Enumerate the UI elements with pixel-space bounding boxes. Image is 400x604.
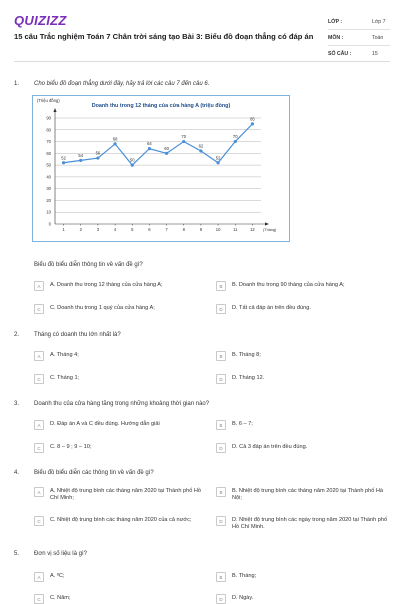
- meta-value: Lớp 7: [372, 18, 386, 25]
- data-point: [96, 156, 99, 159]
- x-tick-label: 5: [131, 227, 134, 232]
- x-tick-label: 3: [96, 227, 100, 232]
- meta-row-subject: [328, 30, 390, 46]
- data-point: [234, 140, 237, 143]
- option-letter: A: [34, 351, 44, 361]
- option-text: C. Nhiệt độ trung bình các tháng năm 2020 của cả nước;: [50, 517, 192, 523]
- question-text: Doanh thu của cửa hàng tăng trong những khoảng thời gian nào?: [34, 401, 210, 407]
- answer-option-b[interactable]: [216, 352, 261, 361]
- answer-option-c[interactable]: [34, 305, 155, 314]
- option-text: D. Tháng 12.: [232, 375, 265, 381]
- y-axis-label: (Triệu đồng): [37, 98, 60, 103]
- x-tick-label: 6: [148, 227, 151, 232]
- question-text: Biểu đồ biểu diễn thông tin về vấn đề gì?: [34, 262, 143, 268]
- data-label: 64: [147, 141, 152, 147]
- x-axis-label: (Tháng): [263, 228, 277, 232]
- option-text: C. Tháng 1;: [50, 375, 80, 381]
- option-letter: D: [216, 304, 226, 314]
- option-text: D. Ngày.: [232, 595, 254, 601]
- option-text: B. 6 – 7;: [232, 421, 253, 427]
- question-text: Tháng có doanh thu lớn nhất là?: [34, 332, 121, 338]
- answer-option-b[interactable]: [216, 488, 388, 502]
- option-letter: D: [216, 443, 226, 453]
- data-point: [113, 142, 116, 145]
- y-axis-arrow: [53, 108, 56, 112]
- question-text: Cho biểu đồ đoạn thẳng dưới đây, hãy trả lời các câu 7 đến câu 6.: [34, 81, 210, 87]
- option-text: B. Doanh thu trong 90 tháng của cửa hàng A;: [232, 282, 345, 288]
- option-text: A. Tháng 4;: [50, 352, 79, 358]
- option-text: C. Năm;: [50, 595, 71, 601]
- x-tick-label: 4: [113, 227, 117, 232]
- option-letter: C: [34, 516, 44, 526]
- answer-option-c[interactable]: [34, 444, 91, 453]
- option-letter: A: [34, 420, 44, 430]
- data-label: 68: [112, 136, 118, 142]
- answer-option-a[interactable]: [34, 573, 64, 582]
- option-text: D. Tất cả đáp án trên đều đúng.: [232, 305, 311, 311]
- answer-option-d[interactable]: [216, 444, 307, 453]
- question-number: 3.: [14, 401, 20, 407]
- meta-value: 15: [372, 50, 378, 57]
- meta-panel: [328, 14, 390, 62]
- y-tick-label: 30: [46, 186, 51, 192]
- option-text: A. Doanh thu trong 12 tháng của cửa hàng A;: [50, 282, 163, 288]
- data-point: [251, 122, 254, 125]
- option-letter: B: [216, 572, 226, 582]
- chart-title: Doanh thu trong 12 tháng của cửa hàng A (triệu đồng): [91, 103, 231, 109]
- y-tick-label: 80: [46, 127, 51, 133]
- option-text: B. Nhiệt độ trung bình các tháng năm 2020 tại Thành phố Hà Nội;: [232, 488, 384, 501]
- option-text: C. 8 – 9 ; 9 – 10;: [50, 444, 92, 450]
- question-number: 1.: [14, 81, 20, 87]
- y-tick-label: 70: [46, 139, 51, 145]
- x-tick-label: 2: [79, 227, 82, 232]
- option-letter: C: [34, 443, 44, 453]
- series-line: [64, 124, 253, 165]
- data-label: 52: [61, 155, 66, 161]
- data-point: [79, 159, 82, 162]
- data-label: 70: [232, 134, 238, 140]
- meta-row-count: [328, 46, 390, 62]
- question-number: 2.: [14, 332, 20, 338]
- option-text: D. Đáp án A và C đều đúng. Hướng dẫn giải: [50, 421, 160, 427]
- option-letter: A: [34, 281, 44, 291]
- x-tick-label: 10: [215, 227, 221, 232]
- y-tick-label: 40: [46, 174, 51, 180]
- y-tick-label: 60: [46, 150, 51, 156]
- answer-option-b[interactable]: [216, 421, 253, 430]
- meta-label: SỐ CÂU :: [328, 50, 352, 57]
- question-text: Biểu đồ biểu diễn các thông tin về vấn đề gì?: [34, 470, 154, 476]
- option-letter: C: [34, 304, 44, 314]
- meta-label: LỚP :: [328, 18, 343, 25]
- y-tick-label: 90: [46, 115, 51, 121]
- option-letter: A: [34, 487, 44, 497]
- option-text: D. Cả 3 đáp án trên đều đúng.: [232, 444, 308, 450]
- option-letter: B: [216, 487, 226, 497]
- line-chart: [32, 95, 290, 242]
- y-tick-label: 20: [46, 197, 51, 203]
- data-label: 60: [164, 145, 169, 151]
- answer-option-b[interactable]: [216, 282, 345, 291]
- brand-logo[interactable]: QUIZIZZ: [14, 13, 67, 28]
- option-text: B. Tháng;: [232, 573, 257, 579]
- data-label: 85: [250, 116, 255, 122]
- answer-option-d[interactable]: [216, 517, 392, 531]
- page-title: 15 câu Trắc nghiệm Toán 7 Chân trời sáng tạo Bài 3: Biểu đồ đoạn thẳng có đáp án: [14, 32, 314, 41]
- chart-svg: [33, 96, 289, 241]
- x-tick-label: 9: [199, 227, 203, 232]
- answer-option-d[interactable]: [216, 375, 264, 384]
- y-tick-label: 50: [46, 162, 51, 168]
- x-tick-label: 11: [233, 227, 238, 232]
- data-label: 70: [181, 134, 187, 140]
- x-axis-arrow: [265, 222, 269, 225]
- answer-option-a[interactable]: [34, 421, 160, 430]
- data-point: [62, 161, 65, 164]
- data-point: [182, 140, 185, 143]
- answer-option-a[interactable]: [34, 488, 204, 502]
- option-text: B. Tháng 8;: [232, 352, 261, 358]
- option-text: A. Nhiệt độ trung bình các tháng năm 2020 tại Thành phố Hồ Chí Minh;: [50, 488, 202, 501]
- option-letter: D: [216, 594, 226, 604]
- data-label: 62: [198, 143, 204, 149]
- data-point: [199, 149, 202, 152]
- x-tick-label: 1: [62, 227, 65, 232]
- y-tick-label: 0: [48, 221, 51, 227]
- data-point: [148, 147, 151, 150]
- answer-option-d[interactable]: [216, 305, 311, 314]
- header-divider: [14, 61, 390, 62]
- option-letter: B: [216, 420, 226, 430]
- meta-value: Toán: [372, 34, 384, 41]
- x-tick-label: 7: [165, 227, 168, 232]
- data-label: 52: [215, 155, 221, 161]
- answer-option-c[interactable]: [34, 517, 204, 526]
- answer-option-a[interactable]: [34, 352, 79, 361]
- data-point: [131, 164, 134, 167]
- question-text: Đơn vị số liệu là gì?: [34, 551, 87, 557]
- x-tick-label: 8: [182, 227, 185, 232]
- data-point: [165, 152, 168, 155]
- data-label: 54: [78, 152, 84, 158]
- meta-row-grade: [328, 14, 390, 30]
- data-label: 56: [95, 150, 101, 156]
- option-letter: B: [216, 351, 226, 361]
- y-tick-label: 10: [46, 209, 51, 215]
- option-text: C. Doanh thu trong 1 quý của cửa hàng A;: [50, 305, 155, 311]
- option-letter: C: [34, 374, 44, 384]
- answer-option-b[interactable]: [216, 573, 256, 582]
- option-letter: A: [34, 572, 44, 582]
- option-letter: B: [216, 281, 226, 291]
- option-letter: C: [34, 594, 44, 604]
- option-text: A. ºC;: [50, 573, 65, 579]
- option-letter: D: [216, 374, 226, 384]
- x-tick-label: 12: [250, 227, 255, 232]
- data-point: [216, 161, 219, 164]
- answer-option-c[interactable]: [34, 375, 79, 384]
- meta-label: MÔN :: [328, 34, 344, 41]
- data-label: 50: [129, 157, 135, 163]
- answer-option-a[interactable]: [34, 282, 163, 291]
- question-number: 4.: [14, 470, 20, 476]
- question-number: 5.: [14, 551, 20, 557]
- option-letter: D: [216, 516, 226, 526]
- option-text: D. Nhiệt độ trung bình các ngày trong năm 2020 tại Thành phố Hồ Chí Minh.: [232, 517, 388, 530]
